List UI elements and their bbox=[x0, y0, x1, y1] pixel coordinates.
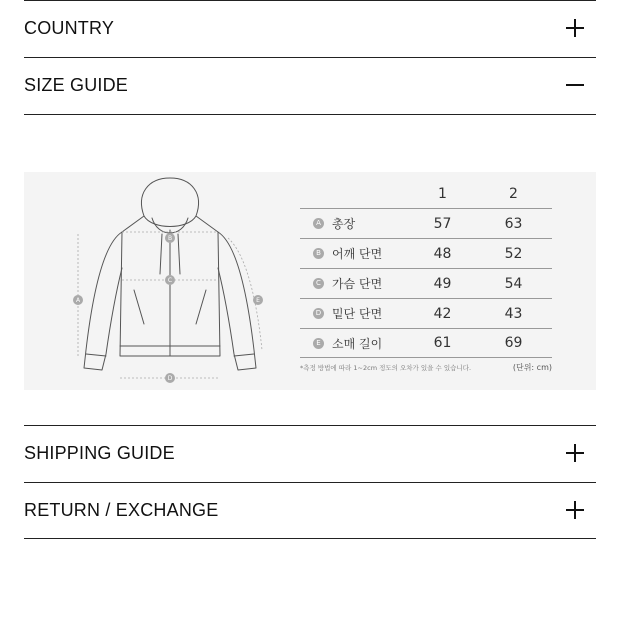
marker-c: C bbox=[167, 277, 173, 284]
cell-value: 49 bbox=[433, 275, 452, 292]
size-table-header bbox=[300, 180, 552, 208]
accordion-size-guide[interactable] bbox=[24, 57, 596, 113]
plus-icon[interactable] bbox=[566, 19, 584, 37]
cell-value: 42 bbox=[433, 305, 452, 322]
row-label: 어깨 단면 bbox=[332, 247, 383, 261]
marker-a: A bbox=[75, 297, 81, 304]
cell-value: 52 bbox=[504, 245, 523, 262]
cell-value: 54 bbox=[504, 275, 523, 292]
badge-e: E bbox=[313, 338, 324, 349]
size-table-footnote bbox=[300, 362, 552, 373]
table-row bbox=[300, 328, 552, 358]
size-table bbox=[300, 180, 552, 358]
unit-label: (단위: cm) bbox=[512, 363, 552, 372]
row-label: 가슴 단면 bbox=[332, 277, 383, 291]
cell-value: 63 bbox=[504, 215, 523, 232]
cell-value: 69 bbox=[504, 335, 523, 351]
accordion-shipping-guide[interactable] bbox=[24, 425, 596, 481]
hoodie-diagram bbox=[48, 172, 308, 390]
table-row bbox=[300, 208, 552, 238]
minus-icon[interactable] bbox=[566, 76, 584, 94]
hood-outline bbox=[142, 178, 199, 216]
table-row bbox=[300, 268, 552, 298]
row-label: 총장 bbox=[332, 217, 356, 231]
badge-c: C bbox=[313, 278, 324, 289]
badge-b: B bbox=[313, 248, 324, 259]
divider bbox=[24, 538, 596, 539]
badge-d: D bbox=[313, 308, 324, 319]
measurement-note: *측정 방법에 따라 1~2cm 정도의 오차가 있을 수 있습니다. bbox=[300, 364, 472, 372]
accordion-return-exchange[interactable] bbox=[24, 482, 596, 538]
column-size-1: 1 bbox=[438, 186, 447, 202]
cell-value: 43 bbox=[504, 305, 523, 322]
cell-value: 57 bbox=[433, 215, 452, 232]
badge-a: A bbox=[313, 218, 324, 229]
accordion-shipping-guide-title: SHIPPING GUIDE bbox=[24, 442, 175, 463]
marker-b: B bbox=[167, 235, 173, 242]
accordion-country[interactable] bbox=[24, 0, 596, 56]
plus-icon[interactable] bbox=[566, 444, 584, 462]
table-row bbox=[300, 298, 552, 328]
accordion-return-exchange-title: RETURN / EXCHANGE bbox=[24, 499, 219, 520]
cell-value: 61 bbox=[433, 335, 452, 351]
accordion-size-guide-title: SIZE GUIDE bbox=[24, 74, 129, 95]
row-label: 밑단 단면 bbox=[332, 307, 383, 321]
column-size-2: 2 bbox=[509, 186, 518, 202]
cell-value: 48 bbox=[433, 245, 452, 262]
row-label: 소매 길이 bbox=[332, 336, 383, 351]
accordion-country-title: COUNTRY bbox=[24, 17, 115, 38]
table-row bbox=[300, 238, 552, 268]
marker-e: E bbox=[256, 297, 260, 304]
divider bbox=[24, 114, 596, 115]
marker-d: D bbox=[167, 375, 173, 382]
plus-icon[interactable] bbox=[566, 501, 584, 519]
